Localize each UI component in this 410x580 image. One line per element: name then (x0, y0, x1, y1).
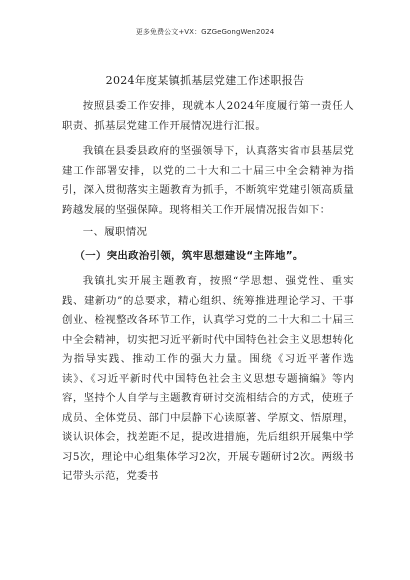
context-paragraph: 我镇在县委县政府的坚强领导下，认真落实省市县基层党建工作部署安排，以党的二十大和二十届三中全会精神为指引，深入贯彻落实主题教育为抓手，不断筑牢党建引领高质量跨越发展的坚强保障。现将相关工作开展情况报告如下： (62, 145, 354, 216)
subsection-heading-political-guidance: （一）突出政治引领，筑牢思想建设“主阵地”。 (74, 249, 304, 262)
theme-education-paragraph: 我镇扎实开展主题教育，按照“学思想、强党性、重实践、建新功”的总要求，精心组织、统筹推进理论学习、干事创业、检视整改各环节工作，认真学习党的二十大和二十届三中全会精神，切实把习近平新时代中国特色社会主义思想转化为指导实践、推动工作的强大力量。围绕《习近平著作选读》、《习近平新时代中国特色社会主义思想专题摘编》等内容，坚持个人自学与主题教育研讨交流相结合的方式，使班子成员、全体党员、部门中层静下心读原著、学原文、悟原理，谈认识体会，找差距不足，提改进措施，先后组织开展集中学习5次，理论中心组集体学习2次，开展专题研讨2次。两级书记带头示范，党委书 (62, 275, 354, 482)
document-body (62, 97, 354, 493)
document-title: 2024年度某镇抓基层党建工作述职报告 (105, 74, 305, 87)
header-watermark: 更多免费公文+VX：GZGeGongWen2024 (135, 28, 275, 36)
intro-paragraph: 按照县委工作安排，现就本人2024年度履行第一责任人职责、抓基层党建工作开展情况进行汇报。 (62, 100, 354, 132)
section-heading-performance: 一、履职情况 (82, 226, 148, 238)
